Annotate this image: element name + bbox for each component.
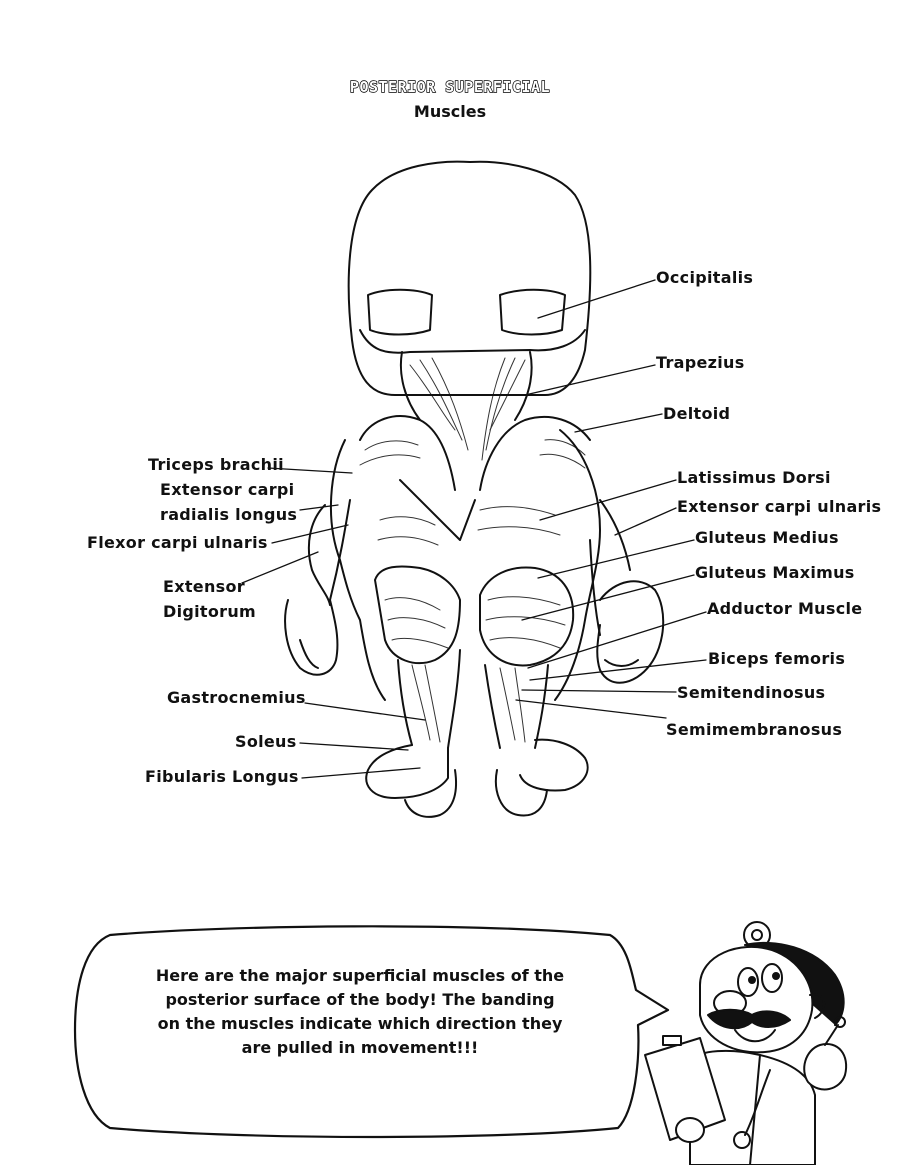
label-gluteus-maximus: Gluteus Maximus	[695, 563, 855, 582]
label-semitendinosus: Semitendinosus	[677, 683, 826, 702]
label-semimembranosus: Semimembranosus	[666, 720, 843, 739]
speech-bubble-line-1: Here are the major superficial muscles of the	[155, 966, 565, 985]
label-biceps-femoris: Biceps femoris	[708, 649, 846, 668]
label-deltoid: Deltoid	[663, 404, 731, 423]
label-extensor-digitorum-line1: Extensor	[163, 577, 245, 596]
label-soleus: Soleus	[235, 732, 297, 751]
label-gluteus-medius: Gluteus Medius	[695, 528, 839, 547]
label-latissimus-dorsi: Latissimus Dorsi	[677, 468, 831, 487]
label-adductor-muscle: Adductor Muscle	[707, 599, 863, 618]
label-occipitalis: Occipitalis	[656, 268, 754, 287]
title-line-1: POSTERIOR SUPERFICIAL	[349, 78, 551, 96]
label-extensor-digitorum-line2: Digitorum	[163, 602, 256, 621]
label-extensor-carpi-radialis-line1: Extensor carpi	[160, 480, 295, 499]
speech-bubble-line-4: are pulled in movement!!!	[241, 1038, 479, 1057]
label-trapezius: Trapezius	[656, 353, 745, 372]
label-gastrocnemius: Gastrocnemius	[167, 688, 306, 707]
title-line-2: Muscles	[413, 102, 487, 121]
speech-bubble-line-3: on the muscles indicate which direction they	[157, 1014, 563, 1033]
label-fibularis-longus: Fibularis Longus	[145, 767, 299, 786]
label-extensor-carpi-ulnaris: Extensor carpi ulnaris	[677, 497, 882, 516]
label-flexor-carpi-ulnaris: Flexor carpi ulnaris	[87, 533, 268, 552]
label-extensor-carpi-radialis-line2: radialis longus	[160, 505, 298, 524]
speech-bubble-line-2: posterior surface of the body! The banding	[165, 990, 555, 1009]
label-triceps-brachii: Triceps brachii	[148, 455, 284, 474]
